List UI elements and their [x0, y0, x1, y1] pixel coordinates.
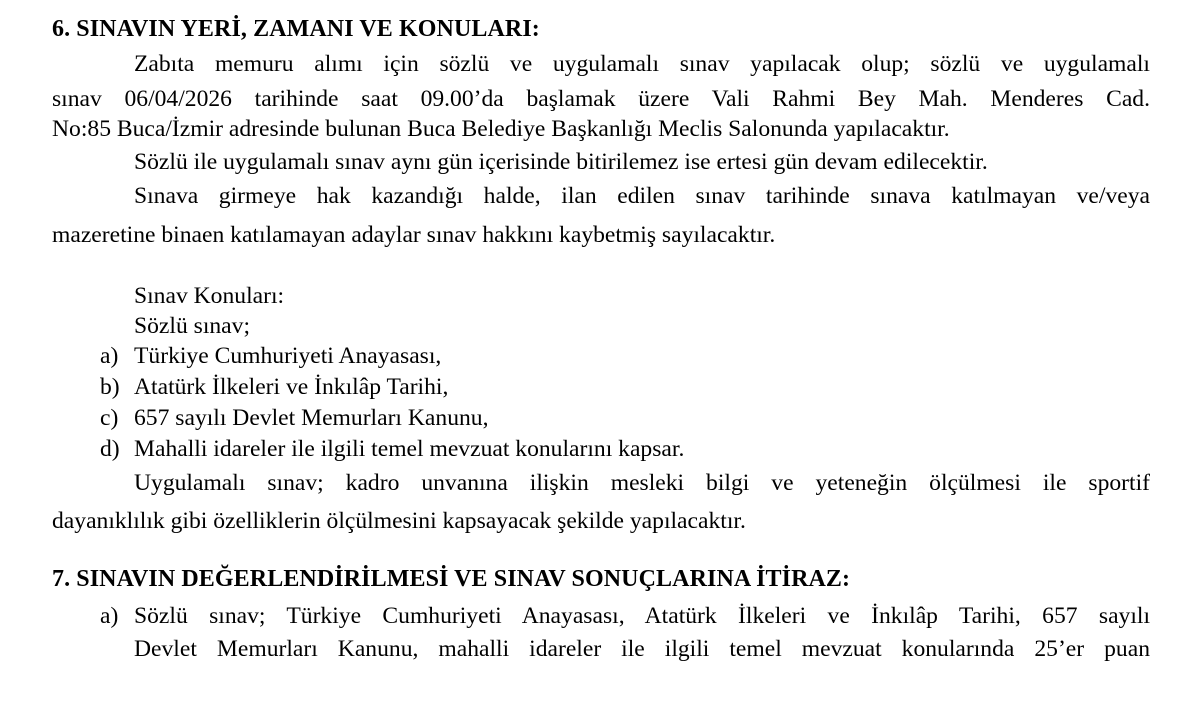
- section-7-heading: 7. SINAVIN DEĞERLENDİRİLMESİ VE SINAV SONUÇLARINA İTİRAZ:: [52, 566, 851, 592]
- list-item-marker: d): [100, 436, 120, 462]
- paragraph-3-line-2: mazeretine binaen katılamayan adaylar sınav hakkını kaybetmiş sayılacaktır.: [52, 222, 776, 248]
- list-item-text: Mahalli idareler ile ilgili temel mevzuat konularını kapsar.: [134, 436, 685, 462]
- list-item-marker: a): [100, 603, 119, 629]
- section-6-heading: 6. SINAVIN YERİ, ZAMANI VE KONULARI:: [52, 16, 540, 42]
- paragraph-3-line-1: Sınava girmeye hak kazandığı halde, ilan edilen sınav tarihinde sınava katılmayan ve/veya: [134, 183, 1150, 209]
- list-item-marker: a): [100, 343, 119, 369]
- paragraph-2: Sözlü ile uygulamalı sınav aynı gün içerisinde bitirilemez ise ertesi gün devam edilecektir.: [134, 149, 988, 175]
- list-item-text: 657 sayılı Devlet Memurları Kanunu,: [134, 405, 489, 431]
- list-item-marker: b): [100, 374, 120, 400]
- list-item-text: Türkiye Cumhuriyeti Anayasası,: [134, 343, 442, 369]
- practical-exam-line-2: dayanıklılık gibi özelliklerin ölçülmesini kapsayacak şekilde yapılacaktır.: [52, 508, 746, 534]
- practical-exam-line-1: Uygulamalı sınav; kadro unvanına ilişkin mesleki bilgi ve yeteneğin ölçülmesi ile sportif: [134, 470, 1150, 496]
- paragraph-1-line-1: Zabıta memuru alımı için sözlü ve uygulamalı sınav yapılacak olup; sözlü ve uygulamalı: [134, 51, 1150, 77]
- paragraph-1-line-2: sınav 06/04/2026 tarihinde saat 09.00’da başlamak üzere Vali Rahmi Bey Mah. Menderes Cad.: [52, 86, 1150, 112]
- paragraph-1-line-3: No:85 Buca/İzmir adresinde bulunan Buca Belediye Başkanlığı Meclis Salonunda yapılacaktır.: [52, 116, 950, 142]
- section-7-item-a-line-1: Sözlü sınav; Türkiye Cumhuriyeti Anayasası, Atatürk İlkeleri ve İnkılâp Tarihi, 657 sayılı: [134, 603, 1150, 629]
- list-item-text: Atatürk İlkeleri ve İnkılâp Tarihi,: [134, 374, 449, 400]
- list-item-marker: c): [100, 405, 119, 431]
- section-7-item-a-line-2: Devlet Memurları Kanunu, mahalli idareler ile ilgili temel mevzuat konularında 25’er puan: [134, 636, 1150, 662]
- oral-exam-label: Sözlü sınav;: [134, 313, 250, 339]
- exam-topics-label: Sınav Konuları:: [134, 283, 285, 309]
